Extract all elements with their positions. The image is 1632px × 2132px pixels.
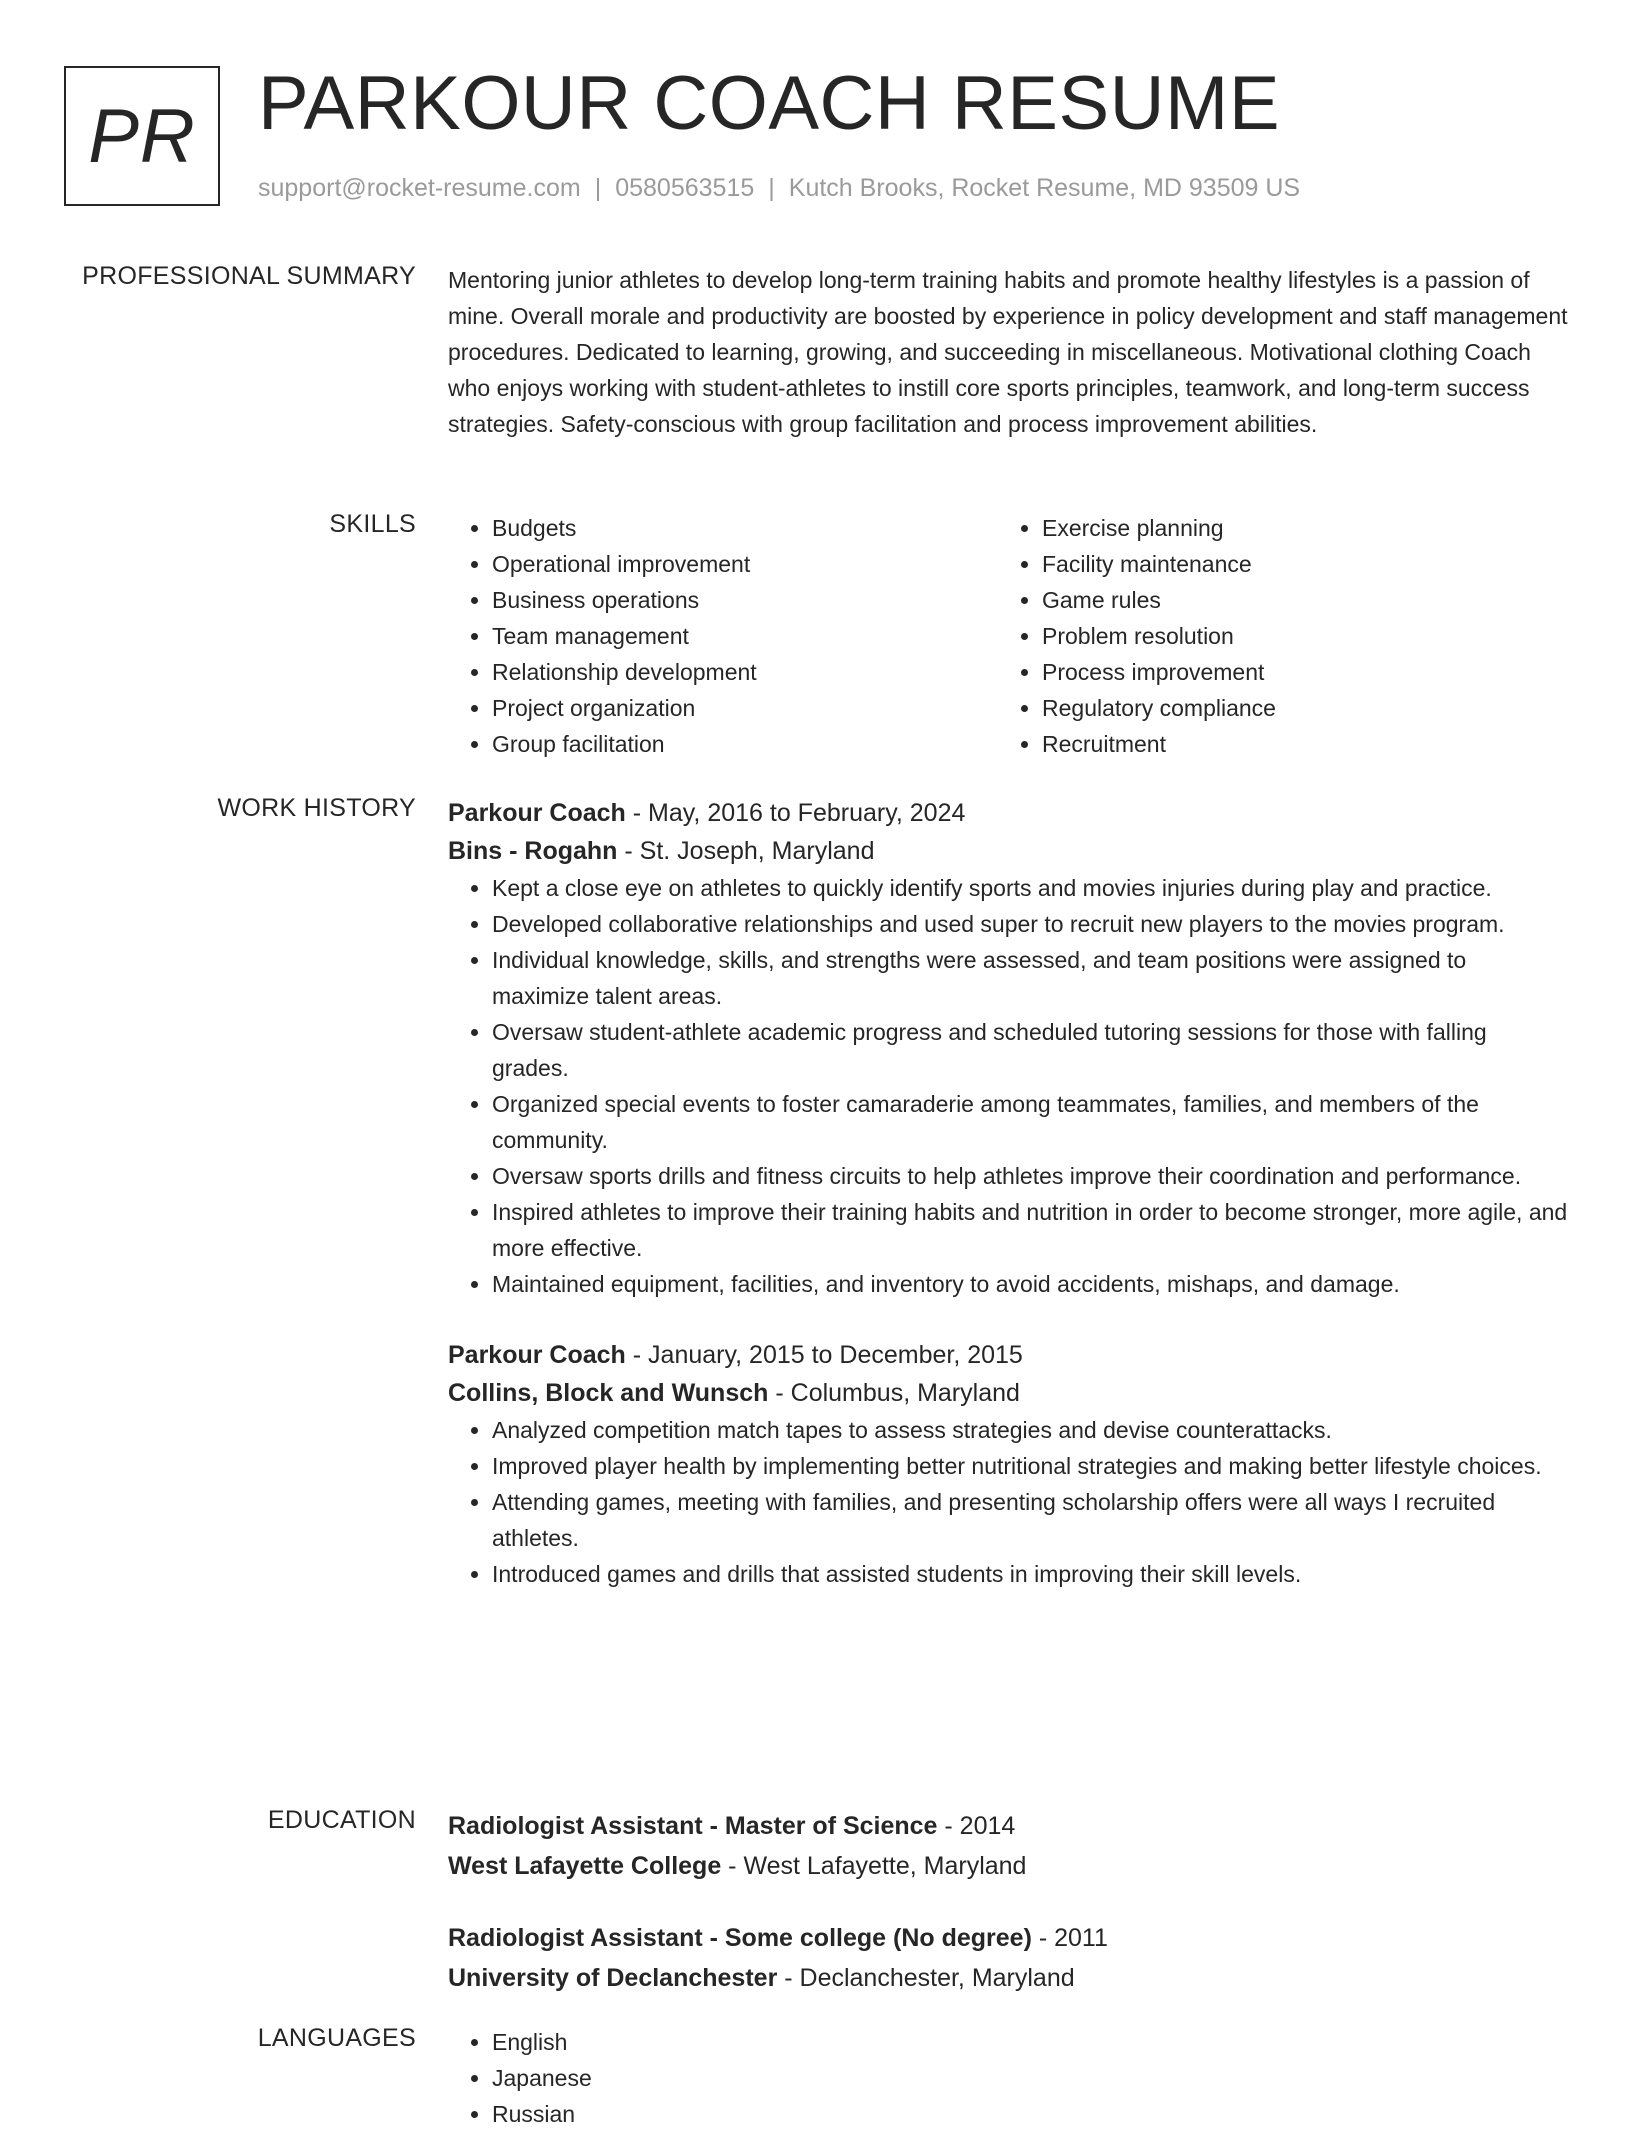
skill-item: • Game rules [1042,582,1548,618]
skill-item: • Recruitment [1042,726,1548,762]
summary-text: Mentoring junior athletes to develop long-term training habits and promote healthy lifestyles is a passion of mine. Overall morale and productivity are boosted by experience in policy development and staff management procedures. Dedicated to learning, growing, and succeeding in miscellaneous. Motivational clothing Coach who enjoys working with student-athletes to instill core sports principles, teamwork, and long-term success strategies. Safety-conscious with group facilitation and process improvement abilities. [448,267,1568,437]
skill-item: • Facility maintenance [1042,546,1548,582]
job-dates: - May, 2016 to February, 2024 [625,799,966,827]
duty-item: • Developed collaborative relationships and used super to recruit new players to the movies program. [492,906,1568,942]
language-item: • Russian [492,2096,1568,2132]
duty-item: • Attending games, meeting with families, and presenting scholarship offers were all ways I recruited athletes. [492,1484,1568,1556]
work-history-body [448,794,1568,1614]
school-location: - Declanchester, Maryland [777,1964,1075,1992]
education-entry [448,1806,1568,1886]
duty-item: • Inspired athletes to improve their training habits and nutrition in order to become stronger, more agile, and more effective. [492,1194,1568,1266]
degree-name: Radiologist Assistant - Master of Science [448,1812,938,1840]
job-title: Parkour Coach [448,799,626,827]
skill-item: • Regulatory compliance [1042,690,1548,726]
duty-item: • Kept a close eye on athletes to quickly identify sports and movies injuries during play and practice. [492,870,1568,906]
resume-header [64,61,1584,216]
degree-line [448,1918,1568,1958]
monogram-badge: PR [64,66,220,206]
school-line [448,1958,1568,1998]
summary-body [448,262,1568,442]
job-duties [448,1412,1568,1592]
skills-body [448,510,1568,762]
job-title-line [448,1336,1568,1374]
languages-body [448,2024,1568,2132]
skill-item: • Team management [492,618,998,654]
job-title-line [448,794,1568,832]
school-name: West Lafayette College [448,1852,722,1880]
skill-item: • Group facilitation [492,726,998,762]
job-location: - Columbus, Maryland [768,1379,1020,1407]
degree-year: - 2014 [937,1812,1016,1840]
school-location: - West Lafayette, Maryland [721,1852,1027,1880]
duty-item: • Maintained equipment, facilities, and inventory to avoid accidents, mishaps, and damage. [492,1266,1568,1302]
duty-item: • Introduced games and drills that assisted students in improving their skill levels. [492,1556,1568,1592]
skill-item: • Relationship development [492,654,998,690]
duty-item: • Individual knowledge, skills, and strengths were assessed, and team positions were assigned to maximize talent areas. [492,942,1568,1014]
job-company-line [448,1374,1568,1412]
section-label-education: EDUCATION [267,1806,416,1834]
job-dates: - January, 2015 to December, 2015 [625,1341,1023,1369]
degree-line [448,1806,1568,1846]
section-label-languages: LANGUAGES [257,2024,416,2052]
skill-item: • Process improvement [1042,654,1548,690]
skills-column-right [998,510,1548,762]
job-location: - St. Joseph, Maryland [617,837,875,865]
language-item: • English [492,2024,1568,2060]
duty-item: • Oversaw sports drills and fitness circuits to help athletes improve their coordination and performance. [492,1158,1568,1194]
skill-item: • Exercise planning [1042,510,1548,546]
duty-item: • Oversaw student-athlete academic progress and scheduled tutoring sessions for those with falling grades. [492,1014,1568,1086]
education-entry [448,1918,1568,1998]
contact-phone: 0580563515 [615,174,755,202]
skill-item: • Problem resolution [1042,618,1548,654]
job-company-line [448,832,1568,870]
skill-item: • Operational improvement [492,546,998,582]
duty-item: • Organized special events to foster camaraderie among teammates, families, and members of the community. [492,1086,1568,1158]
job-company: Collins, Block and Wunsch [448,1379,769,1407]
skill-item: • Business operations [492,582,998,618]
contact-separator: | [594,174,602,202]
section-label-summary: PROFESSIONAL SUMMARY [82,262,416,290]
school-line [448,1846,1568,1886]
skill-item: • Project organization [492,690,998,726]
duty-item: • Analyzed competition match tapes to assess strategies and devise counterattacks. [492,1412,1568,1448]
job-title: Parkour Coach [448,1341,626,1369]
contact-email: support@rocket-resume.com [258,174,581,202]
language-item: • Japanese [492,2060,1568,2096]
page-title: PARKOUR COACH RESUME [258,61,1281,146]
contact-line [258,174,1300,203]
job-entry [448,1336,1568,1592]
section-label-work: WORK HISTORY [217,794,416,822]
degree-year: - 2011 [1031,1924,1108,1952]
job-company: Bins - Rogahn [448,837,618,865]
school-name: University of Declanchester [448,1964,778,1992]
contact-separator: | [768,174,775,202]
contact-address: Kutch Brooks, Rocket Resume, MD 93509 US [788,174,1301,202]
job-duties [448,870,1568,1302]
degree-name: Radiologist Assistant - Some college (No degree) [448,1924,1032,1952]
job-entry [448,794,1568,1302]
education-body [448,1806,1568,2030]
skill-item: • Budgets [492,510,998,546]
section-label-skills: SKILLS [329,510,416,538]
duty-item: • Improved player health by implementing better nutritional strategies and making better lifestyle choices. [492,1448,1568,1484]
skills-column-left [448,510,998,762]
